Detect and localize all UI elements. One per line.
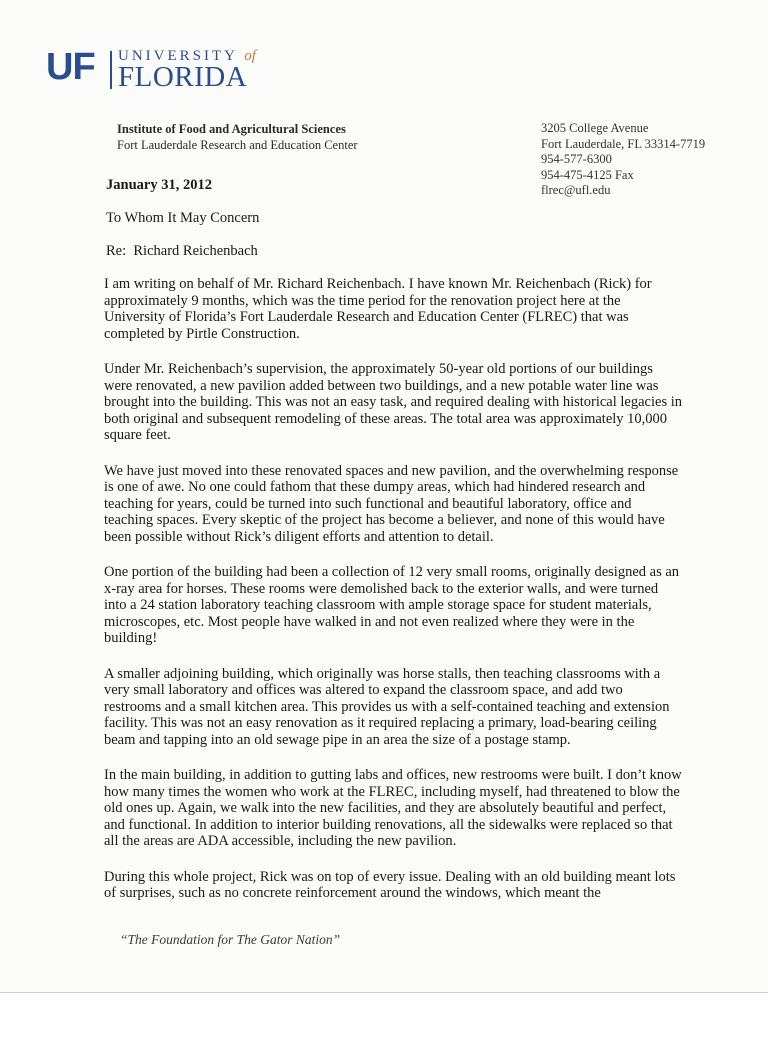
letter-date: January 31, 2012 [106,177,212,193]
re-value: Richard Reichenbach [133,243,258,259]
footer-motto: “The Foundation for The Gator Nation” [120,932,341,947]
paragraph: One portion of the building had been a collection of 12 very small rooms, originally designed as an x-ray area for horses. These rooms were demolished back to the exterior walls, and were turned into a 24 station laboratory teaching classroom with ample storage space for student materials, microscopes, etc. Most people have walked in and not even realized where they were in the building! [104,564,680,646]
address-city: Fort Lauderdale, FL 33314-7719 [541,136,706,151]
paragraph: A smaller adjoining building, which originally was horse stalls, then teaching classrooms with a very small laboratory and offices was altered to expand the classroom space, and add two restrooms and a small kitchen area. This provides us with a self-contained teaching and extension facility. This was not an easy renovation as it required replacing a primary, load-bearing ceiling beam and tapping into an old sewage pipe in an area the size of a postage stamp. [104,665,670,748]
re-label: Re: [106,243,127,259]
paragraph: In the main building, in addition to gutting labs and offices, new restrooms were built. I don’t know how many times the women who work at the FLREC, including myself, had threatened to blow the old ones up. Again, we walk into the new facilities, and they are absolutely beautiful and perfect, and functional. In addition to interior building renovations, all the sidewalks were replaced so that all the areas are ADA accessible, including the new pavilion. [104,767,682,849]
logo-florida-text: FLORIDA [118,61,248,93]
salutation: To Whom It May Concern [106,210,260,226]
address-block [541,121,705,199]
address-phone: 954-577-6300 [541,152,612,166]
logo-university-text: UNIVERSITY of [118,48,256,64]
logo-of-text: of [244,48,256,64]
paragraph: During this whole project, Rick was on top of every issue. Dealing with an old building meant lots of surprises, such as no concrete reinforcement around the windows, which meant the [104,868,676,901]
address-street: 3205 College Avenue [541,121,649,135]
paragraph: We have just moved into these renovated spaces and new pavilion, and the overwhelming response is one of awe. No one could fathom that these dumpy areas, which had hindered research and teaching for years, could be turned into such functional and beautiful laboratory, office and teaching spaces. Every skeptic of the project has become a believer, and none of this would have been possible without Rick’s diligent efforts and attention to detail. [104,462,679,545]
letter-body [104,276,682,921]
institute-name: Institute of Food and Agricultural Sciences [117,122,346,136]
address-email: flrec@ufl.edu [541,183,611,197]
institution-block [117,121,358,153]
logo-divider [110,51,112,89]
paragraph: Under Mr. Reichenbach’s supervision, the approximately 50-year old portions of our buildings were renovated, a new pavilion added between two buildings, and a new potable water line was brought into the building. This was not an easy task, and required dealing with historical legacies in both original and subsequent remodeling of these areas. The total area was approximately 10,000 square feet. [104,361,682,443]
re-line [106,243,258,260]
center-name: Fort Lauderdale Research and Education Center [117,138,358,152]
address-fax: 954-475-4125 Fax [541,167,634,182]
paragraph: I am writing on behalf of Mr. Richard Reichenbach. I have known Mr. Reichenbach (Rick) for approximately 9 months, which was the time period for the renovation project here at the University of Florida’s Fort Lauderdale Research and Education Center (FLREC) that was completed by Pirtle Construction. [104,276,652,342]
logo-uf-mark: UF [46,46,95,88]
